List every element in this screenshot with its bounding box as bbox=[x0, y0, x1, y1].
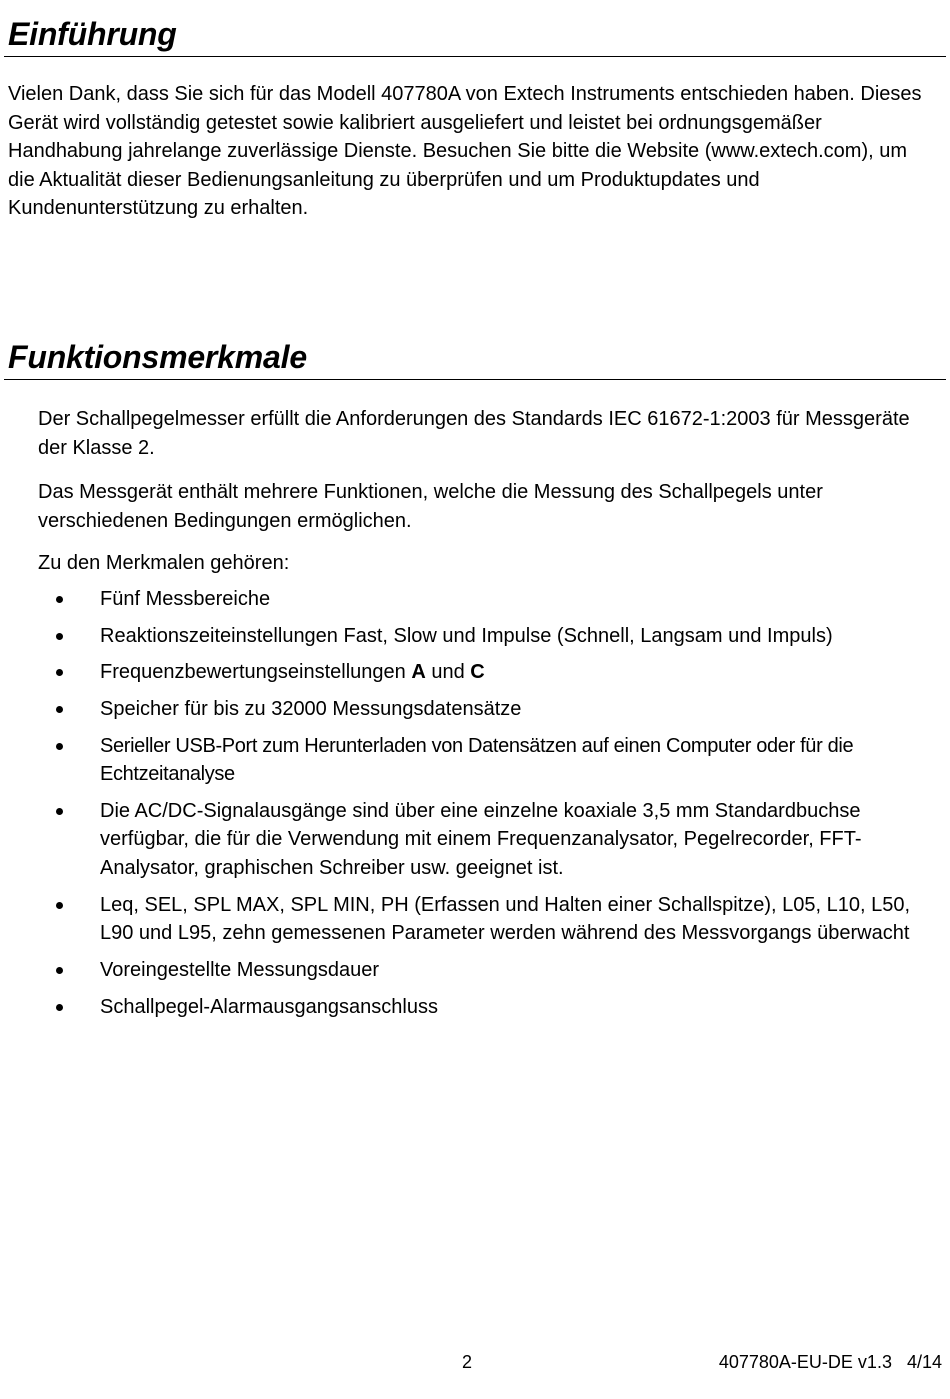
list-item bbox=[0, 695, 920, 724]
bullet-dot-icon bbox=[56, 633, 63, 640]
bullet-dot-icon bbox=[56, 743, 63, 750]
list-item-text: Schallpegel-Alarmausgangsanschluss bbox=[100, 995, 438, 1018]
list-item-text-prefix: Frequenzbewertungseinstellungen bbox=[100, 661, 412, 684]
intro-heading: Einführung bbox=[8, 16, 177, 52]
weighting-a-label: A bbox=[411, 661, 426, 684]
weighting-c-label: C bbox=[470, 661, 485, 684]
list-item bbox=[0, 732, 920, 789]
bullet-dot-icon bbox=[56, 808, 63, 815]
intro-section bbox=[0, 14, 950, 57]
features-paragraph-2: Das Messgerät enthält mehrere Funktionen, welche die Messung des Schallpegels unter verschiedenen Bedingungen ermöglichen. bbox=[38, 481, 823, 532]
bullet-dot-icon bbox=[56, 902, 63, 909]
list-item bbox=[0, 622, 920, 651]
list-item bbox=[0, 585, 920, 614]
features-section bbox=[0, 337, 950, 380]
list-item bbox=[0, 993, 920, 1022]
intro-paragraph: Vielen Dank, dass Sie sich für das Modell 407780A von Extech Instruments entschieden haben. Dieses Gerät wird vollständig getestet sowie kalibriert ausgeliefert und leistet bei ordnungsgemäßer Handhabung jahrelange zuverlässige Dienste. Besuchen Sie bitte die Website (www.extech.com), um die Aktualität dieser Bedienungsanleitung zu überprüfen und um Produktupdates und Kundenunterstützung zu erhalten. bbox=[8, 83, 922, 219]
intro-heading-rule bbox=[4, 56, 946, 57]
list-item bbox=[0, 891, 920, 948]
bullet-dot-icon bbox=[56, 1004, 63, 1011]
list-item-text: Voreingestellte Messungsdauer bbox=[100, 958, 380, 981]
list-item-text: Die AC/DC-Signalausgänge sind über eine einzelne koaxiale 3,5 mm Standardbuchse verfügbar, die für die Verwendung mit einem Frequenzanalysator, Pegelrecorder, FFT-Analysator, graphischen Schreiber usw. geeignet ist. bbox=[100, 799, 862, 879]
bullet-dot-icon bbox=[56, 596, 63, 603]
features-paragraph-1: Der Schallpegelmesser erfüllt die Anforderungen des Standards IEC 61672-1:2003 für Messgeräte der Klasse 2. bbox=[38, 408, 910, 459]
bullet-dot-icon bbox=[56, 967, 63, 974]
list-item bbox=[0, 658, 920, 687]
list-item-text: Reaktionszeiteinstellungen Fast, Slow und Impulse (Schnell, Langsam und Impuls) bbox=[100, 624, 833, 647]
list-item bbox=[0, 797, 920, 883]
features-list bbox=[0, 585, 950, 1029]
page-number: 2 bbox=[462, 1352, 473, 1372]
features-list-intro: Zu den Merkmalen gehören: bbox=[38, 552, 290, 574]
list-item bbox=[0, 956, 920, 985]
list-item-text: Serieller USB-Port zum Herunterladen von Datensätzen auf einen Computer oder für die Echtzeitanalyse bbox=[100, 734, 854, 786]
list-item-text bbox=[100, 661, 485, 683]
list-item-text-middle: und bbox=[425, 661, 471, 684]
bullet-dot-icon bbox=[56, 706, 63, 713]
list-item-text: Fünf Messbereiche bbox=[100, 588, 271, 610]
bullet-dot-icon bbox=[56, 669, 63, 676]
features-heading: Funktionsmerkmale bbox=[8, 339, 307, 375]
list-item-text: Speicher für bis zu 32000 Messungsdatensätze bbox=[100, 698, 522, 721]
document-code: 407780A-EU-DE v1.3 4/14 bbox=[718, 1352, 942, 1372]
list-item-text: Leq, SEL, SPL MAX, SPL MIN, PH (Erfassen und Halten einer Schallspitze), L05, L10, L50, L90 und L95, zehn gemessenen Parameter werden während des Messvorgangs überwacht bbox=[100, 893, 911, 945]
features-heading-rule bbox=[4, 379, 946, 380]
